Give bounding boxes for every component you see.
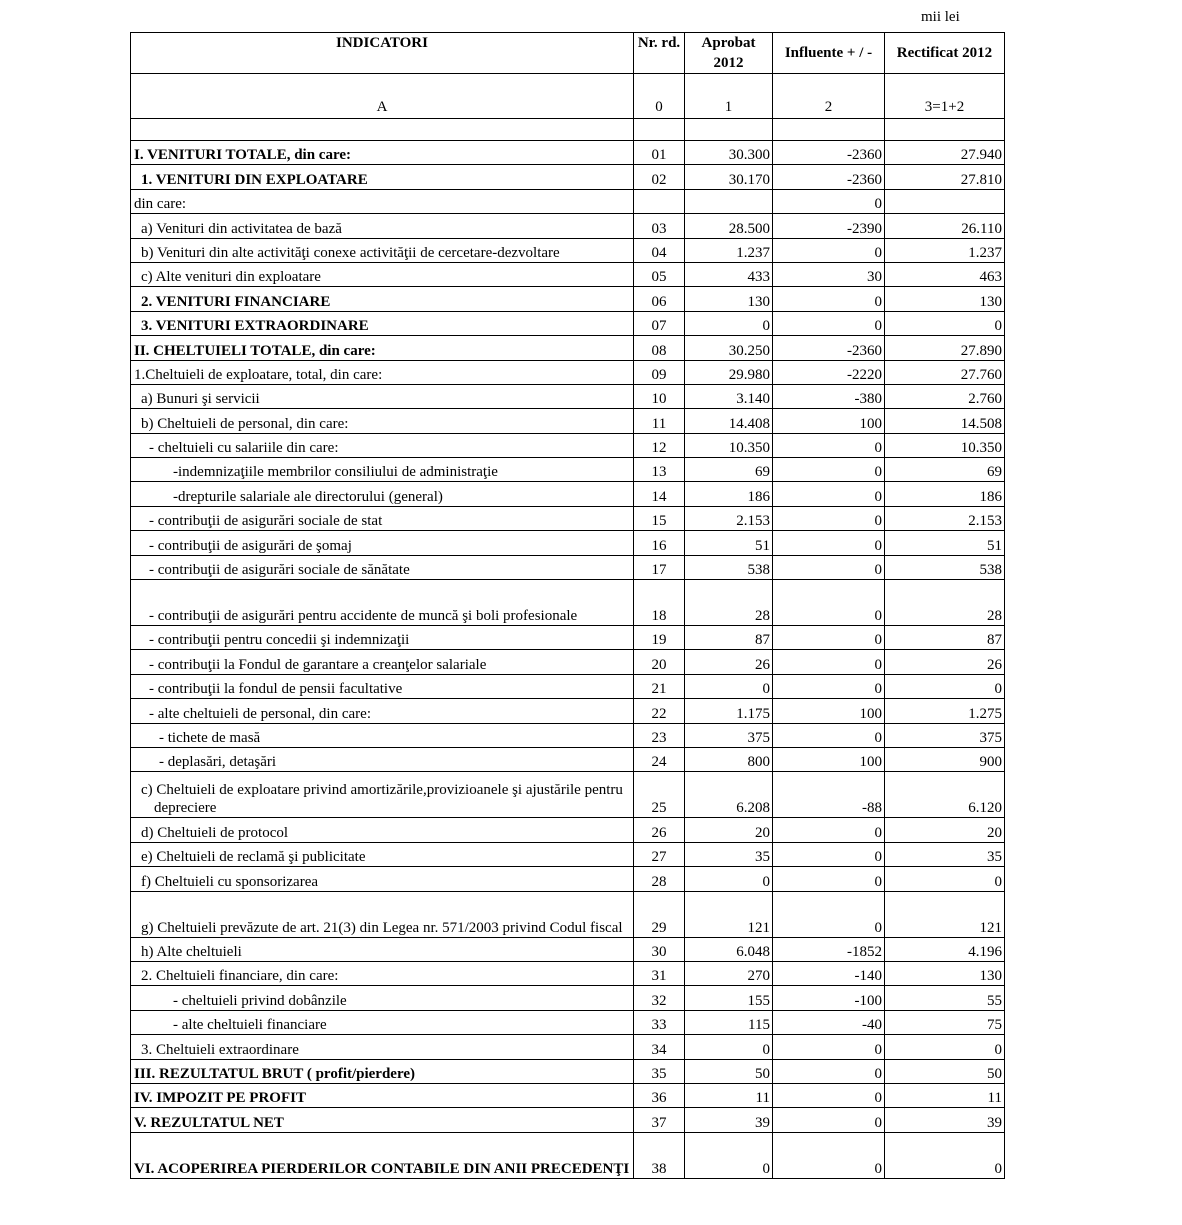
row-number: 19: [634, 626, 685, 650]
value-influente: -1852: [773, 937, 885, 961]
row-label: c) Alte venituri din exploatare: [131, 262, 634, 286]
value-rectificat: 27.890: [885, 336, 1005, 360]
value-influente: 100: [773, 699, 885, 723]
value-aprobat: 30.300: [685, 141, 773, 165]
row-number: 34: [634, 1035, 685, 1059]
col-index-2: 2: [773, 74, 885, 119]
column-index-row: [131, 74, 1005, 119]
col-index-a: A: [131, 74, 634, 119]
value-influente: 0: [773, 311, 885, 335]
value-aprobat: 6.208: [685, 772, 773, 818]
value-aprobat: 0: [685, 867, 773, 891]
value-influente: 100: [773, 409, 885, 433]
value-aprobat: 20: [685, 818, 773, 842]
value-influente: 0: [773, 506, 885, 530]
row-label: 1. VENITURI DIN EXPLOATARE: [131, 165, 634, 189]
row-number: 36: [634, 1083, 685, 1107]
value-influente: 0: [773, 287, 885, 311]
value-rectificat: 27.760: [885, 360, 1005, 384]
row-number: 31: [634, 961, 685, 985]
row-number: 04: [634, 238, 685, 262]
row-number: 32: [634, 986, 685, 1010]
table-row: [131, 1083, 1005, 1107]
value-rectificat: 130: [885, 961, 1005, 985]
row-number: 37: [634, 1108, 685, 1132]
value-aprobat: 538: [685, 555, 773, 579]
value-influente: 0: [773, 238, 885, 262]
table-row: [131, 336, 1005, 360]
value-aprobat: 800: [685, 747, 773, 771]
row-label: 3. Cheltuieli extraordinare: [131, 1035, 634, 1059]
value-rectificat: [885, 189, 1005, 213]
value-aprobat: 69: [685, 458, 773, 482]
value-influente: 30: [773, 262, 885, 286]
value-rectificat: 463: [885, 262, 1005, 286]
value-aprobat: 375: [685, 723, 773, 747]
value-rectificat: 27.810: [885, 165, 1005, 189]
row-number: 26: [634, 818, 685, 842]
value-rectificat: 50: [885, 1059, 1005, 1083]
table-row: [131, 937, 1005, 961]
row-label: d) Cheltuieli de protocol: [131, 818, 634, 842]
col-index-3: 3=1+2: [885, 74, 1005, 119]
table-row: [131, 311, 1005, 335]
header-rectificat: Rectificat 2012: [885, 33, 1005, 74]
row-label: - deplasări, detaşări: [131, 747, 634, 771]
value-rectificat: 27.940: [885, 141, 1005, 165]
table-row: [131, 723, 1005, 747]
value-aprobat: 87: [685, 626, 773, 650]
row-label: [131, 772, 634, 818]
value-rectificat: 186: [885, 482, 1005, 506]
row-number: 33: [634, 1010, 685, 1034]
row-label: IV. IMPOZIT PE PROFIT: [131, 1083, 634, 1107]
header-indicatori: INDICATORI: [131, 33, 634, 74]
value-rectificat: 11: [885, 1083, 1005, 1107]
blank-cell: [773, 119, 885, 141]
row-number: 25: [634, 772, 685, 818]
value-influente: 0: [773, 674, 885, 698]
value-influente: 0: [773, 1083, 885, 1107]
row-number: 20: [634, 650, 685, 674]
table-row: [131, 626, 1005, 650]
row-label: b) Cheltuieli de personal, din care:: [131, 409, 634, 433]
col-index-1: 1: [685, 74, 773, 119]
value-rectificat: 130: [885, 287, 1005, 311]
value-influente: -40: [773, 1010, 885, 1034]
value-aprobat: 1.237: [685, 238, 773, 262]
row-label: [131, 580, 634, 626]
blank-cell: [685, 119, 773, 141]
value-aprobat: 39: [685, 1108, 773, 1132]
table-row: [131, 842, 1005, 866]
row-label: - contribuţii de asigurări sociale de sănătate: [131, 555, 634, 579]
table-row: [131, 433, 1005, 457]
table-row: [131, 1035, 1005, 1059]
value-influente: 0: [773, 1132, 885, 1178]
value-rectificat: 0: [885, 674, 1005, 698]
value-aprobat: 186: [685, 482, 773, 506]
value-aprobat: 270: [685, 961, 773, 985]
table-row: [131, 458, 1005, 482]
value-aprobat: 50: [685, 1059, 773, 1083]
row-number: [634, 189, 685, 213]
value-influente: -2390: [773, 214, 885, 238]
row-label-text: c) Cheltuieli de exploatare privind amortizările,provizioanele şi ajustările pentru depreciere: [141, 782, 623, 817]
row-number: 21: [634, 674, 685, 698]
table-row: [131, 214, 1005, 238]
row-label: I. VENITURI TOTALE, din care:: [131, 141, 634, 165]
value-influente: 0: [773, 555, 885, 579]
row-label: f) Cheltuieli cu sponsorizarea: [131, 867, 634, 891]
row-number: 11: [634, 409, 685, 433]
value-aprobat: 2.153: [685, 506, 773, 530]
row-label: V. REZULTATUL NET: [131, 1108, 634, 1132]
value-rectificat: 538: [885, 555, 1005, 579]
value-influente: 0: [773, 580, 885, 626]
value-rectificat: 10.350: [885, 433, 1005, 457]
row-label: [131, 1132, 634, 1178]
value-rectificat: 26: [885, 650, 1005, 674]
table-row: [131, 531, 1005, 555]
row-label: e) Cheltuieli de reclamă şi publicitate: [131, 842, 634, 866]
value-influente: 100: [773, 747, 885, 771]
table-row: [131, 1010, 1005, 1034]
row-number: 13: [634, 458, 685, 482]
value-influente: 0: [773, 891, 885, 937]
value-aprobat: 0: [685, 311, 773, 335]
row-number: 35: [634, 1059, 685, 1083]
value-rectificat: 4.196: [885, 937, 1005, 961]
row-number: 22: [634, 699, 685, 723]
value-influente: 0: [773, 842, 885, 866]
table-row: [131, 360, 1005, 384]
row-label: a) Venituri din activitatea de bază: [131, 214, 634, 238]
value-influente: 0: [773, 433, 885, 457]
value-influente: 0: [773, 189, 885, 213]
row-number: 16: [634, 531, 685, 555]
row-number: 38: [634, 1132, 685, 1178]
row-label: din care:: [131, 189, 634, 213]
value-aprobat: 35: [685, 842, 773, 866]
row-number: 27: [634, 842, 685, 866]
col-index-0: 0: [634, 74, 685, 119]
row-label: 3. VENITURI EXTRAORDINARE: [131, 311, 634, 335]
header-nr: Nr. rd.: [634, 33, 685, 74]
value-aprobat: 115: [685, 1010, 773, 1034]
value-rectificat: 55: [885, 986, 1005, 1010]
value-influente: -2220: [773, 360, 885, 384]
value-influente: 0: [773, 458, 885, 482]
table-row: [131, 1132, 1005, 1178]
row-number: 05: [634, 262, 685, 286]
value-aprobat: 130: [685, 287, 773, 311]
row-number: 15: [634, 506, 685, 530]
row-number: 24: [634, 747, 685, 771]
row-number: 23: [634, 723, 685, 747]
value-aprobat: 121: [685, 891, 773, 937]
value-aprobat: 11: [685, 1083, 773, 1107]
value-influente: -2360: [773, 336, 885, 360]
header-aprobat: Aprobat 2012: [685, 33, 773, 74]
blank-cell: [885, 119, 1005, 141]
blank-cell: [634, 119, 685, 141]
value-influente: -88: [773, 772, 885, 818]
value-rectificat: 20: [885, 818, 1005, 842]
row-number: 01: [634, 141, 685, 165]
value-aprobat: 0: [685, 674, 773, 698]
table-row: [131, 1108, 1005, 1132]
table-row: [131, 772, 1005, 818]
value-rectificat: 2.153: [885, 506, 1005, 530]
value-aprobat: 10.350: [685, 433, 773, 457]
value-aprobat: 28.500: [685, 214, 773, 238]
value-aprobat: 30.170: [685, 165, 773, 189]
row-label: - contribuţii de asigurări sociale de stat: [131, 506, 634, 530]
value-rectificat: 26.110: [885, 214, 1005, 238]
row-number: 28: [634, 867, 685, 891]
value-rectificat: 900: [885, 747, 1005, 771]
table-row: [131, 238, 1005, 262]
value-rectificat: 39: [885, 1108, 1005, 1132]
value-rectificat: 0: [885, 311, 1005, 335]
row-number: 07: [634, 311, 685, 335]
value-influente: -2360: [773, 165, 885, 189]
row-number: 18: [634, 580, 685, 626]
row-number: 09: [634, 360, 685, 384]
table-row: [131, 961, 1005, 985]
value-influente: 0: [773, 626, 885, 650]
value-influente: 0: [773, 482, 885, 506]
value-rectificat: 1.275: [885, 699, 1005, 723]
row-number: 03: [634, 214, 685, 238]
value-rectificat: 14.508: [885, 409, 1005, 433]
table-row: [131, 141, 1005, 165]
row-number: 17: [634, 555, 685, 579]
table-row: [131, 699, 1005, 723]
row-label: - alte cheltuieli de personal, din care:: [131, 699, 634, 723]
budget-table: [130, 32, 1005, 1179]
row-label: II. CHELTUIELI TOTALE, din care:: [131, 336, 634, 360]
value-influente: 0: [773, 723, 885, 747]
row-label: a) Bunuri şi servicii: [131, 384, 634, 408]
value-aprobat: 30.250: [685, 336, 773, 360]
value-rectificat: 375: [885, 723, 1005, 747]
value-rectificat: 35: [885, 842, 1005, 866]
value-influente: 0: [773, 650, 885, 674]
row-label: - cheltuieli cu salariile din care:: [131, 433, 634, 457]
table-row: [131, 580, 1005, 626]
row-label: [131, 891, 634, 937]
row-number: 29: [634, 891, 685, 937]
table-row: [131, 674, 1005, 698]
row-label: - tichete de masă: [131, 723, 634, 747]
value-aprobat: 26: [685, 650, 773, 674]
value-rectificat: 51: [885, 531, 1005, 555]
value-aprobat: 6.048: [685, 937, 773, 961]
row-label: h) Alte cheltuieli: [131, 937, 634, 961]
table-row: [131, 986, 1005, 1010]
table-row: [131, 165, 1005, 189]
row-number: 14: [634, 482, 685, 506]
value-rectificat: 0: [885, 867, 1005, 891]
value-rectificat: 75: [885, 1010, 1005, 1034]
row-label: - contribuţii pentru concedii şi indemnizaţii: [131, 626, 634, 650]
row-number: 08: [634, 336, 685, 360]
value-influente: 0: [773, 1035, 885, 1059]
value-aprobat: 14.408: [685, 409, 773, 433]
value-rectificat: 121: [885, 891, 1005, 937]
row-label: -indemnizaţiile membrilor consiliului de administraţie: [131, 458, 634, 482]
row-label: 2. Cheltuieli financiare, din care:: [131, 961, 634, 985]
value-rectificat: 87: [885, 626, 1005, 650]
unit-label: mii lei: [921, 9, 960, 25]
table-row: [131, 262, 1005, 286]
table-row: [131, 818, 1005, 842]
value-rectificat: 28: [885, 580, 1005, 626]
table-row: [131, 1059, 1005, 1083]
value-aprobat: 0: [685, 1132, 773, 1178]
value-influente: -140: [773, 961, 885, 985]
row-number: 10: [634, 384, 685, 408]
value-influente: 0: [773, 867, 885, 891]
table-row: [131, 287, 1005, 311]
table-row: [131, 482, 1005, 506]
row-label: III. REZULTATUL BRUT ( profit/pierdere): [131, 1059, 634, 1083]
table-row: [131, 650, 1005, 674]
table-row: [131, 555, 1005, 579]
value-rectificat: 69: [885, 458, 1005, 482]
value-rectificat: 2.760: [885, 384, 1005, 408]
blank-cell: [131, 119, 634, 141]
table-row: [131, 189, 1005, 213]
value-aprobat: 1.175: [685, 699, 773, 723]
value-aprobat: 28: [685, 580, 773, 626]
row-label: -drepturile salariale ale directorului (general): [131, 482, 634, 506]
value-aprobat: 155: [685, 986, 773, 1010]
value-aprobat: 433: [685, 262, 773, 286]
table-row: [131, 747, 1005, 771]
row-label: 2. VENITURI FINANCIARE: [131, 287, 634, 311]
row-label: 1.Cheltuieli de exploatare, total, din care:: [131, 360, 634, 384]
value-rectificat: 0: [885, 1132, 1005, 1178]
value-influente: 0: [773, 531, 885, 555]
value-influente: 0: [773, 818, 885, 842]
row-number: 12: [634, 433, 685, 457]
value-influente: -2360: [773, 141, 885, 165]
row-number: 06: [634, 287, 685, 311]
value-influente: -100: [773, 986, 885, 1010]
value-influente: -380: [773, 384, 885, 408]
row-label-text: g) Cheltuieli prevăzute de art. 21(3) din Legea nr. 571/2003 privind Codul fiscal: [141, 919, 623, 936]
value-influente: 0: [773, 1059, 885, 1083]
header-influente: Influente + / -: [773, 33, 885, 74]
table-row: [131, 506, 1005, 530]
row-label: - contribuţii la Fondul de garantare a creanţelor salariale: [131, 650, 634, 674]
header-row: [131, 33, 1005, 74]
value-aprobat: 29.980: [685, 360, 773, 384]
row-label-text: - contribuţii de asigurări pentru accidente de muncă şi boli profesionale: [149, 608, 578, 625]
row-number: 02: [634, 165, 685, 189]
row-label: - contribuţii de asigurări de şomaj: [131, 531, 634, 555]
value-aprobat: 51: [685, 531, 773, 555]
value-aprobat: 3.140: [685, 384, 773, 408]
row-label: - alte cheltuieli financiare: [131, 1010, 634, 1034]
row-label: b) Venituri din alte activităţi conexe activităţii de cercetare-dezvoltare: [131, 238, 634, 262]
row-number: 30: [634, 937, 685, 961]
value-influente: 0: [773, 1108, 885, 1132]
row-label: - contribuţii la fondul de pensii facultative: [131, 674, 634, 698]
value-aprobat: 0: [685, 1035, 773, 1059]
table-row: [131, 409, 1005, 433]
blank-row: [131, 119, 1005, 141]
row-label: - cheltuieli privind dobânzile: [131, 986, 634, 1010]
value-aprobat: [685, 189, 773, 213]
value-rectificat: 0: [885, 1035, 1005, 1059]
table-row: [131, 891, 1005, 937]
value-rectificat: 6.120: [885, 772, 1005, 818]
table-row: [131, 867, 1005, 891]
table-row: [131, 384, 1005, 408]
row-label-text: VI. ACOPERIREA PIERDERILOR CONTABILE DIN ANII PRECEDENŢI: [134, 1160, 630, 1177]
value-rectificat: 1.237: [885, 238, 1005, 262]
